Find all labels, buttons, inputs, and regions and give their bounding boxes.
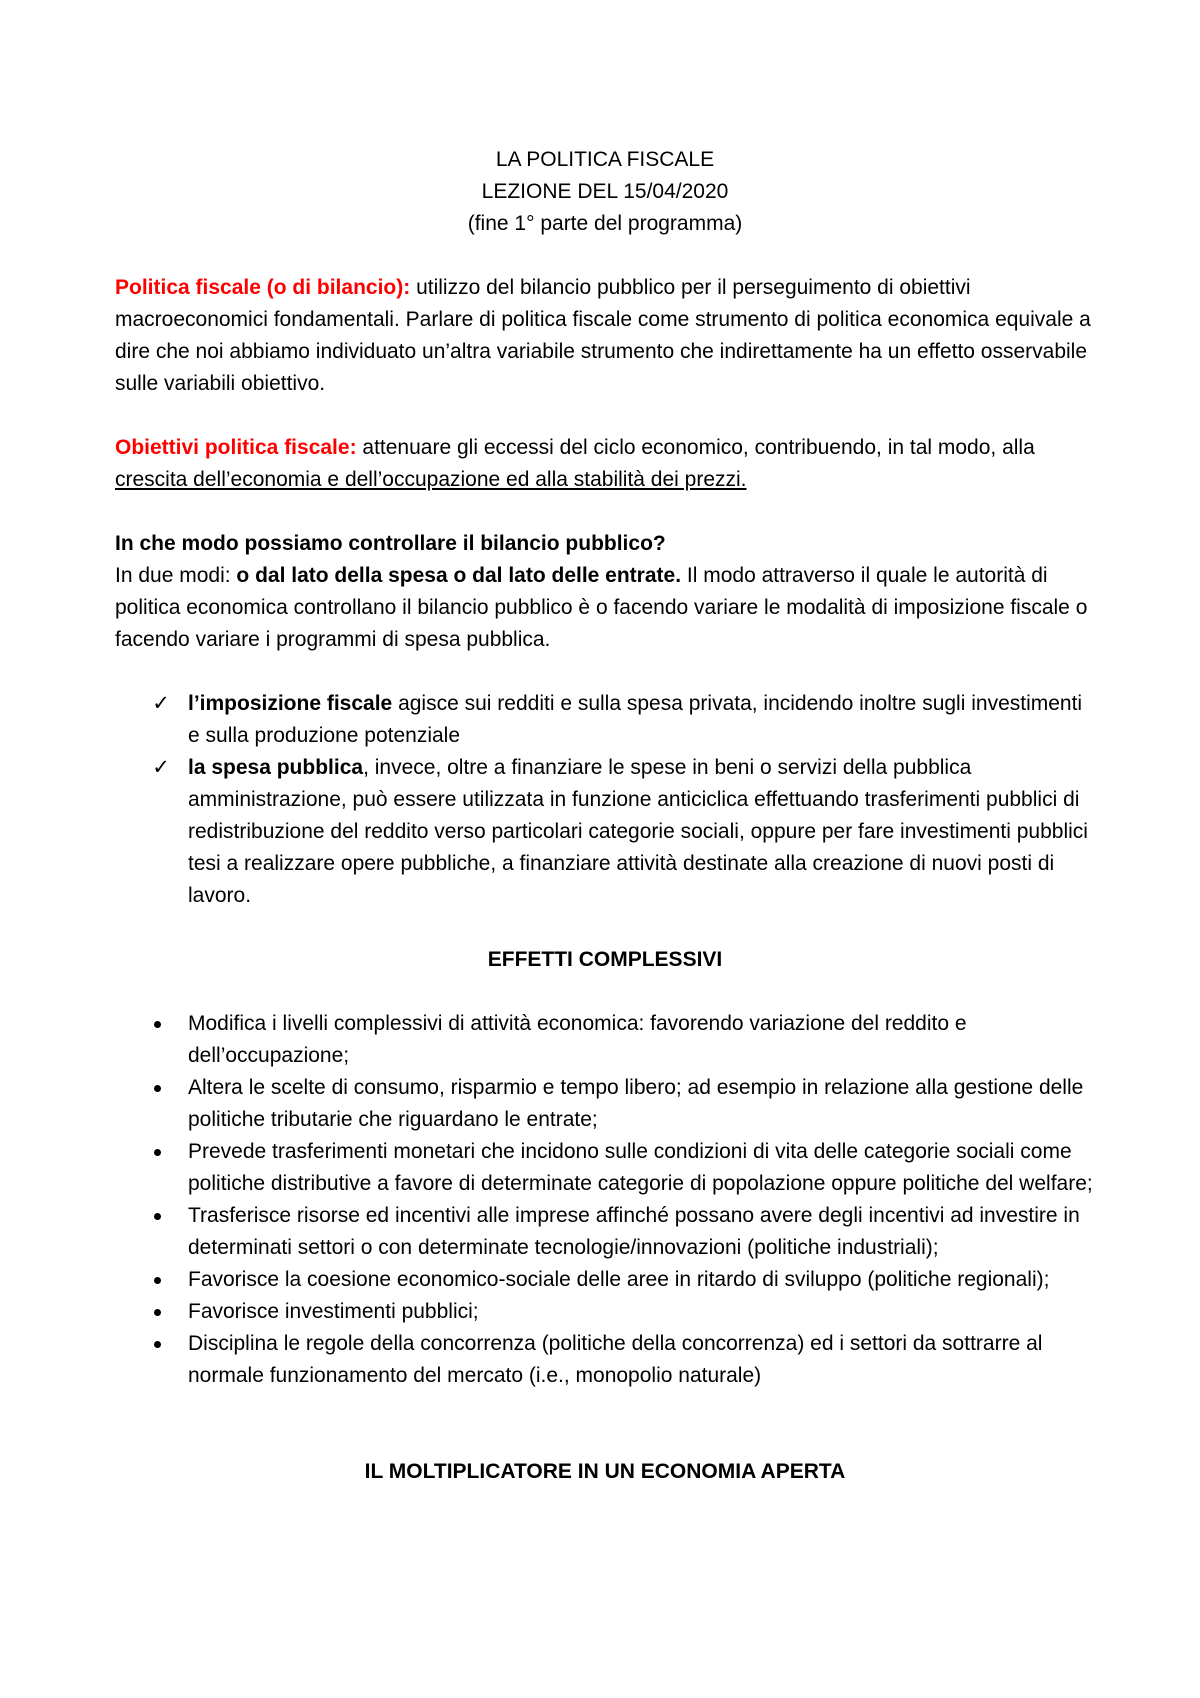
effects-heading: EFFETTI COMPLESSIVI: [487, 948, 723, 971]
control-question: In che modo possiamo controllare il bilancio pubblico?: [115, 532, 666, 555]
checklist-item-text: , invece, oltre a finanziare le spese in beni o servizi della pubblica amministrazione, può essere utilizzata in funzione anticiclica effettuando trasferimenti pubblici di redistribuzione del reddito verso particolari categorie sociali, oppure per fare investimenti pubblici tesi a realizzare opere pubbliche, a finanziare attività destinate alla creazione di nuovi posti di lavoro.: [188, 756, 1088, 907]
effects-item-text: Disciplina le regole della concorrenza (politiche della concorrenza) ed i settori da sottrarre al normale funzionamento del mercato (i.e., monopolio naturale): [188, 1332, 1043, 1387]
effects-list-item: [115, 1296, 1095, 1328]
check-icon: ✓: [152, 692, 170, 715]
bullet-icon: [154, 1213, 161, 1220]
definition-paragraph: [115, 272, 1095, 400]
effects-list-item: [115, 1264, 1095, 1296]
bullet-icon: [154, 1277, 161, 1284]
effects-list-item: [115, 1200, 1095, 1264]
document-body: [115, 144, 1095, 1488]
effects-item-text: Modifica i livelli complessivi di attività economica: favorendo variazione del reddito e dell’occupazione;: [188, 1012, 967, 1067]
effects-list-item: [115, 1072, 1095, 1136]
effects-list-item: [115, 1136, 1095, 1200]
checklist-item-bold: l’imposizione fiscale: [188, 692, 393, 715]
effects-item-text: Altera le scelte di consumo, risparmio e tempo libero; ad esempio in relazione alla gestione delle politiche tributarie che riguardano le entrate;: [188, 1076, 1084, 1131]
control-intro: In due modi:: [115, 564, 237, 587]
checklist: [115, 688, 1095, 912]
bullet-icon: [154, 1309, 161, 1316]
objectives-text: attenuare gli eccessi del ciclo economico, contribuendo, in tal modo, alla: [356, 436, 1035, 459]
effects-item-text: Prevede trasferimenti monetari che incidono sulle condizioni di vita delle categorie sociali come politiche distributive a favore di determinate categorie di popolazione oppure politiche del welfare;: [188, 1140, 1093, 1195]
effects-item-text: Favorisce la coesione economico-sociale delle aree in ritardo di sviluppo (politiche regionali);: [188, 1268, 1050, 1291]
lesson-date: LEZIONE DEL 15/04/2020: [481, 180, 729, 203]
definition-text: utilizzo del bilancio pubblico per il perseguimento di obiettivi macroeconomici fondamentali. Parlare di politica fiscale come strumento di politica economica equivale a dire che noi abbiamo individuato un’altra variabile strumento che indirettamente ha un effetto osservabile sulle variabili obiettivo.: [115, 276, 1091, 395]
effects-list: [115, 1008, 1095, 1392]
effects-item-text: Trasferisce risorse ed incentivi alle imprese affinché possano avere degli incentivi ad investire in determinati settori o con determinate tecnologie/innovazioni (politiche industriali);: [188, 1204, 1080, 1259]
checklist-item-text: agisce sui redditi e sulla spesa privata, incidendo inoltre sugli investimenti e sulla produzione potenziale: [188, 692, 1083, 747]
effects-item-text: Favorisce investimenti pubblici;: [188, 1300, 479, 1323]
bullet-icon: [154, 1149, 161, 1156]
check-icon: ✓: [152, 756, 170, 779]
control-text: Il modo attraverso il quale le autorità di politica economica controllano il bilancio pubblico è o facendo variare le modalità di imposizione fiscale o facendo variare i programmi di spesa pubblica.: [115, 564, 1088, 651]
bullet-icon: [154, 1021, 161, 1028]
control-paragraph: [115, 560, 1095, 656]
definition-label: Politica fiscale (o di bilancio):: [115, 276, 411, 299]
program-note: (fine 1° parte del programma): [467, 212, 743, 235]
objectives-underlined-text: crescita dell’economia e dell’occupazione ed alla stabilità dei prezzi.: [115, 468, 747, 491]
objectives-label: Obiettivi politica fiscale:: [115, 436, 357, 459]
checklist-item: [115, 752, 1095, 912]
bullet-icon: [154, 1085, 161, 1092]
checklist-item-bold: la spesa pubblica: [188, 756, 364, 779]
effects-list-item: [115, 1328, 1095, 1392]
control-intro-bold: o dal lato della spesa o dal lato delle entrate.: [236, 564, 682, 587]
bullet-icon: [154, 1341, 161, 1348]
checklist-item: [115, 688, 1095, 752]
effects-list-item: [115, 1008, 1095, 1072]
document-title: LA POLITICA FISCALE: [495, 148, 715, 171]
next-section-heading: IL MOLTIPLICATORE IN UN ECONOMIA APERTA: [364, 1460, 846, 1483]
objectives-paragraph: [115, 432, 1095, 496]
